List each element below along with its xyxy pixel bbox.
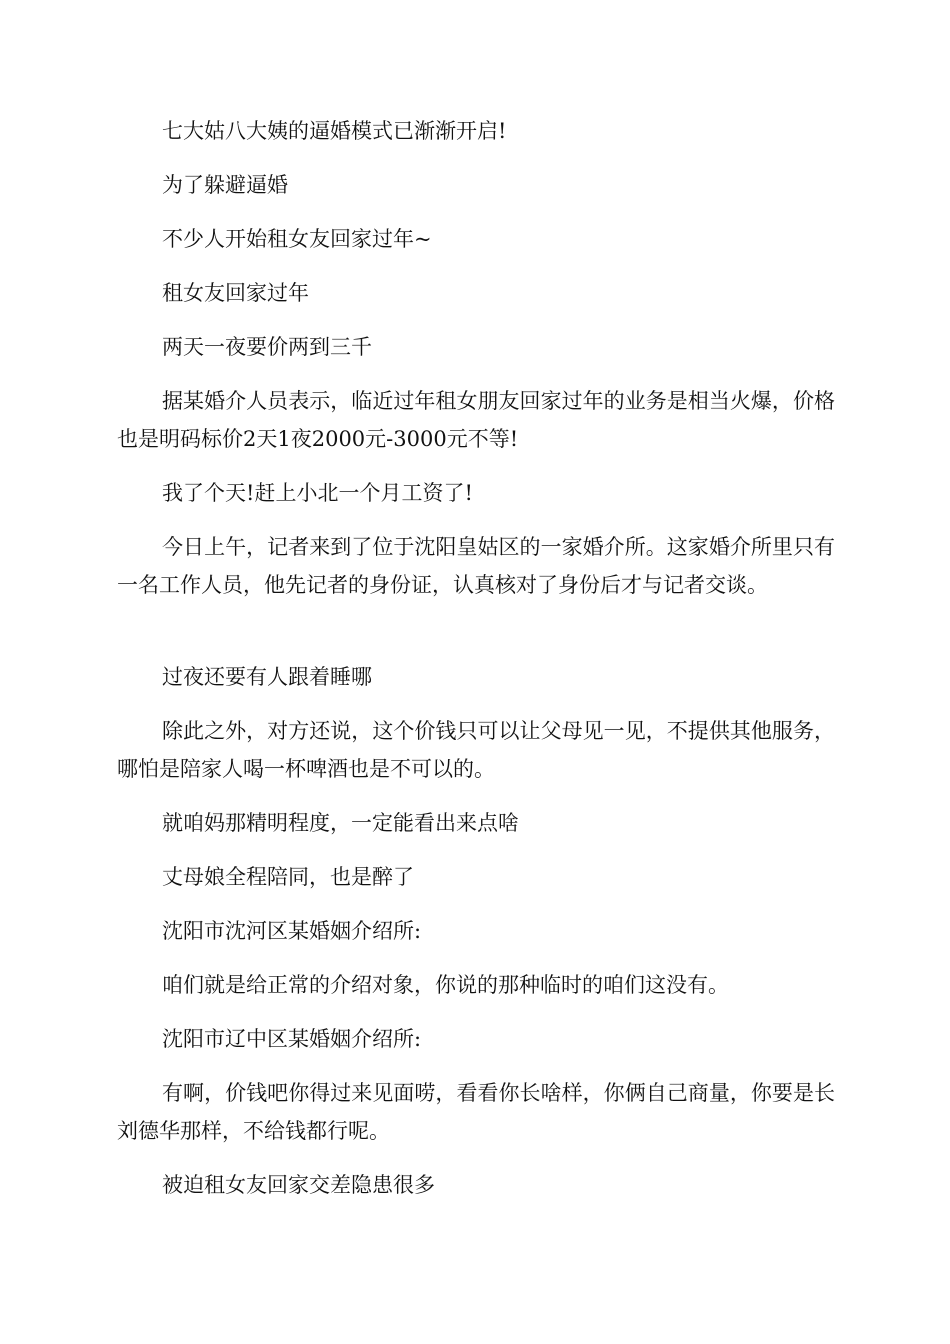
paragraph: 两天一夜要价两到三千 — [162, 335, 372, 359]
paragraph: 租女友回家过年 — [162, 281, 309, 305]
paragraph: 有啊，价钱吧你得过来见面唠，看看你长啥样，你俩自己商量，你要是长刘德华那样，不给钱都行呢。 — [117, 1081, 835, 1143]
paragraph: 过夜还要有人跟着睡哪 — [162, 665, 372, 689]
paragraph: 据某婚介人员表示，临近过年租女朋友回家过年的业务是相当火爆，价格也是明码标价2天1夜2000元-3000元不等! — [117, 389, 835, 451]
paragraph: 今日上午，记者来到了位于沈阳皇姑区的一家婚介所。这家婚介所里只有一名工作人员，他先记者的身份证，认真核对了身份后才与记者交谈。 — [117, 535, 835, 597]
paragraph: 咱们就是给正常的介绍对象，你说的那种临时的咱们这没有。 — [162, 973, 729, 997]
paragraph: 沈阳市辽中区某婚姻介绍所: — [162, 1027, 422, 1051]
paragraph: 为了躲避逼婚 — [162, 173, 288, 197]
paragraph: 七大姑八大姨的逼婚模式已渐渐开启! — [162, 119, 507, 143]
paragraph: 不少人开始租女友回家过年~ — [162, 227, 432, 251]
paragraph: 沈阳市沈河区某婚姻介绍所: — [162, 919, 422, 943]
paragraph: 除此之外，对方还说，这个价钱只可以让父母见一见，不提供其他服务，哪怕是陪家人喝一杯啤酒也是不可以的。 — [117, 719, 835, 781]
paragraph: 丈母娘全程陪同，也是醉了 — [162, 865, 414, 889]
paragraph: 就咱妈那精明程度，一定能看出来点啥 — [162, 811, 519, 835]
paragraph: 我了个天!赶上小北一个月工资了! — [162, 481, 473, 505]
paragraph: 被迫租女友回家交差隐患很多 — [162, 1173, 435, 1197]
